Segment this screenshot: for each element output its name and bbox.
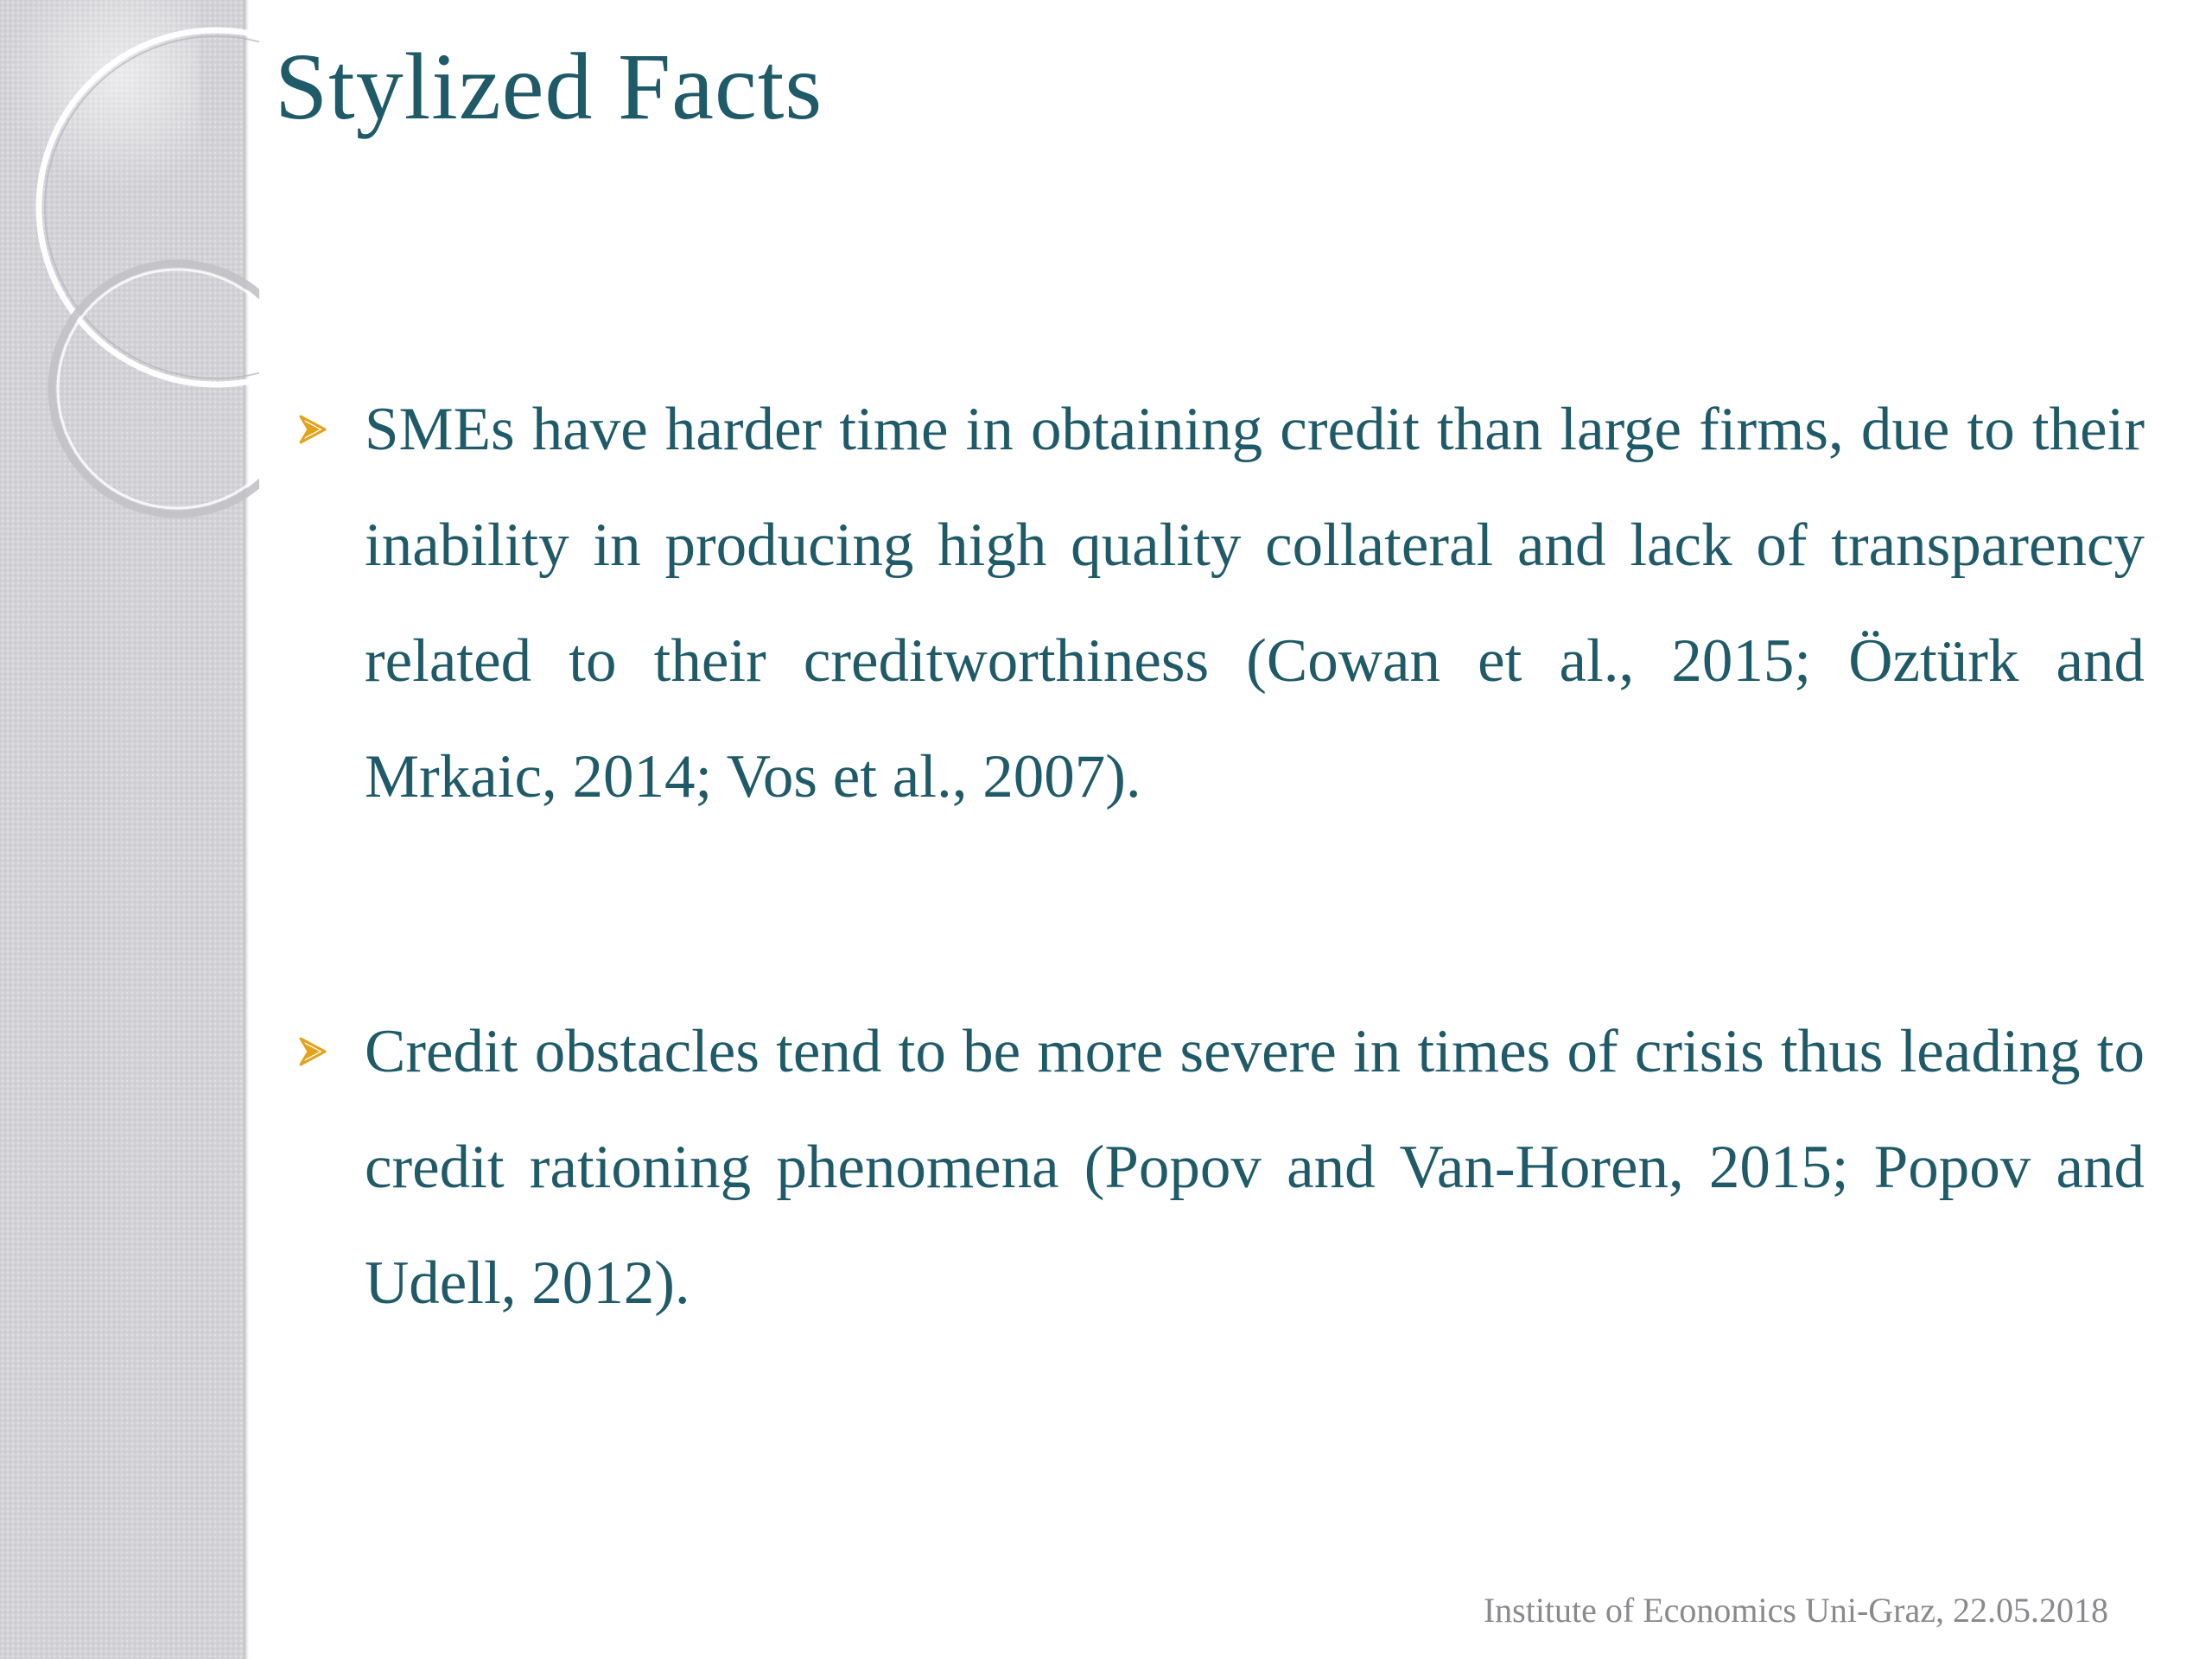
bullet-item xyxy=(296,372,2145,835)
slide-footer: Institute of Economics Uni-Graz, 22.05.2018 xyxy=(1483,1591,2108,1630)
slide-title: Stylized Facts xyxy=(275,34,823,139)
arrow-bullet-icon xyxy=(296,994,365,1109)
bullet-item xyxy=(296,994,2145,1341)
arrow-bullet-icon xyxy=(296,372,365,487)
bullet-text: Credit obstacles tend to be more severe in times of crisis thus leading to credit rationing phenomena (Popov and Van-Horen, 2015; Popov and Udell, 2012). xyxy=(365,1018,2145,1317)
decorative-rings xyxy=(0,0,259,553)
bullet-text: SMEs have harder time in obtaining credit than large firms, due to their inability in producing high quality collateral and lack of transparency related to their creditworthiness (Cowan et al., 2015; Öztürk and Mrkaic, 2014; Vos et al., 2007). xyxy=(365,396,2145,810)
